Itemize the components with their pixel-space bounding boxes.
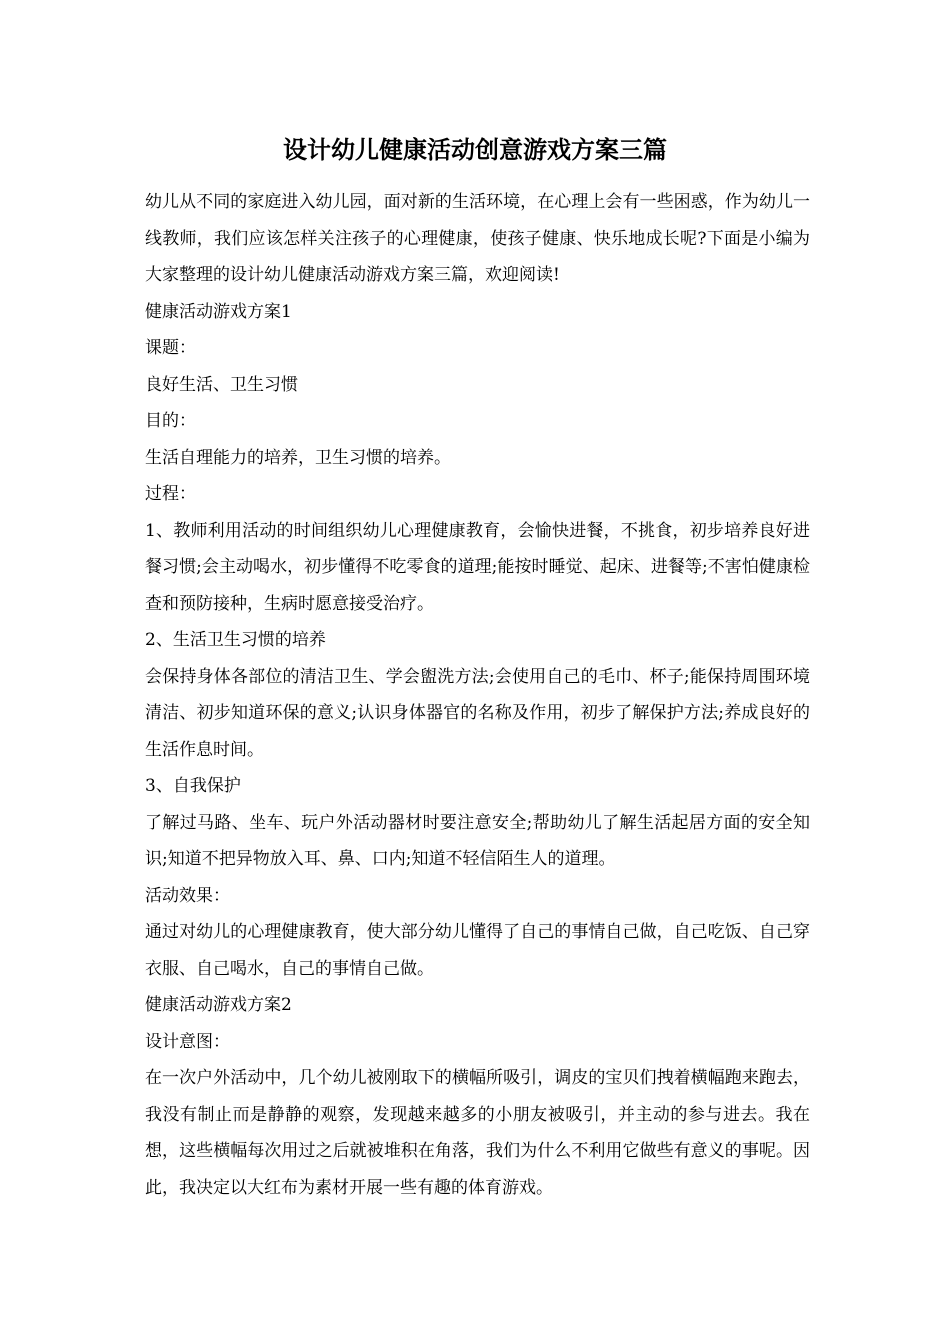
paragraph: 良好生活、卫生习惯 xyxy=(145,374,298,395)
paragraph: 了解过马路、坐车、玩户外活动器材时要注意安全;帮助幼儿了解生活起居方面的安全知识;知道不把异物放入耳、鼻、口内;知道不轻信陌生人的道理。 xyxy=(145,812,810,869)
label-process: 过程： xyxy=(145,484,196,504)
label-design-intent: 设计意图： xyxy=(145,1031,230,1052)
label-topic: 课题： xyxy=(145,338,196,358)
document-body xyxy=(145,184,810,1206)
paragraph: 会保持身体各部位的清洁卫生、学会盥洗方法;会使用自己的毛巾、杯子;能保持周围环境清洁、初步知道环保的意义;认识身体器官的名称及作用，初步了解保护方法;养成良好的生活作息时间。 xyxy=(145,666,810,760)
paragraph: 生活自理能力的培养，卫生习惯的培养。 xyxy=(145,447,451,468)
section-heading-plan-2: 健康活动游戏方案2 xyxy=(145,995,292,1015)
subheading: 3、自我保护 xyxy=(145,776,241,796)
label-effect: 活动效果： xyxy=(145,885,230,906)
paragraph: 1、教师利用活动的时间组织幼儿心理健康教育，会愉快进餐，不挑食，初步培养良好进餐习惯;会主动喝水，初步懂得不吃零食的道理;能按时睡觉、起床、进餐等;不害怕健康检查和预防接种，生病时愿意接受治疗。 xyxy=(145,520,810,614)
subheading: 2、生活卫生习惯的培养 xyxy=(145,630,326,650)
paragraph: 在一次户外活动中，几个幼儿被刚取下的横幅所吸引，调皮的宝贝们拽着横幅跑来跑去，我没有制止而是静静的观察，发现越来越多的小朋友被吸引，并主动的参与进去。我在想，这些横幅每次用过之后就被堆积在角落，我们为什么不利用它做些有意义的事呢。因此，我决定以大红布为素材开展一些有趣的体育游戏。 xyxy=(145,1068,810,1198)
intro-paragraph: 幼儿从不同的家庭进入幼儿园，面对新的生活环境，在心理上会有一些困惑，作为幼儿一线教师，我们应该怎样关注孩子的心理健康，使孩子健康、快乐地成长呢?下面是小编为大家整理的设计幼儿健康活动游戏方案三篇，欢迎阅读! xyxy=(145,192,810,285)
label-goal: 目的： xyxy=(145,411,196,431)
paragraph: 通过对幼儿的心理健康教育，使大部分幼儿懂得了自己的事情自己做，自己吃饭、自己穿衣服、自己喝水，自己的事情自己做。 xyxy=(145,922,810,979)
section-heading-plan-1: 健康活动游戏方案1 xyxy=(145,301,292,322)
document-title: 设计幼儿健康活动创意游戏方案三篇 xyxy=(283,135,667,164)
